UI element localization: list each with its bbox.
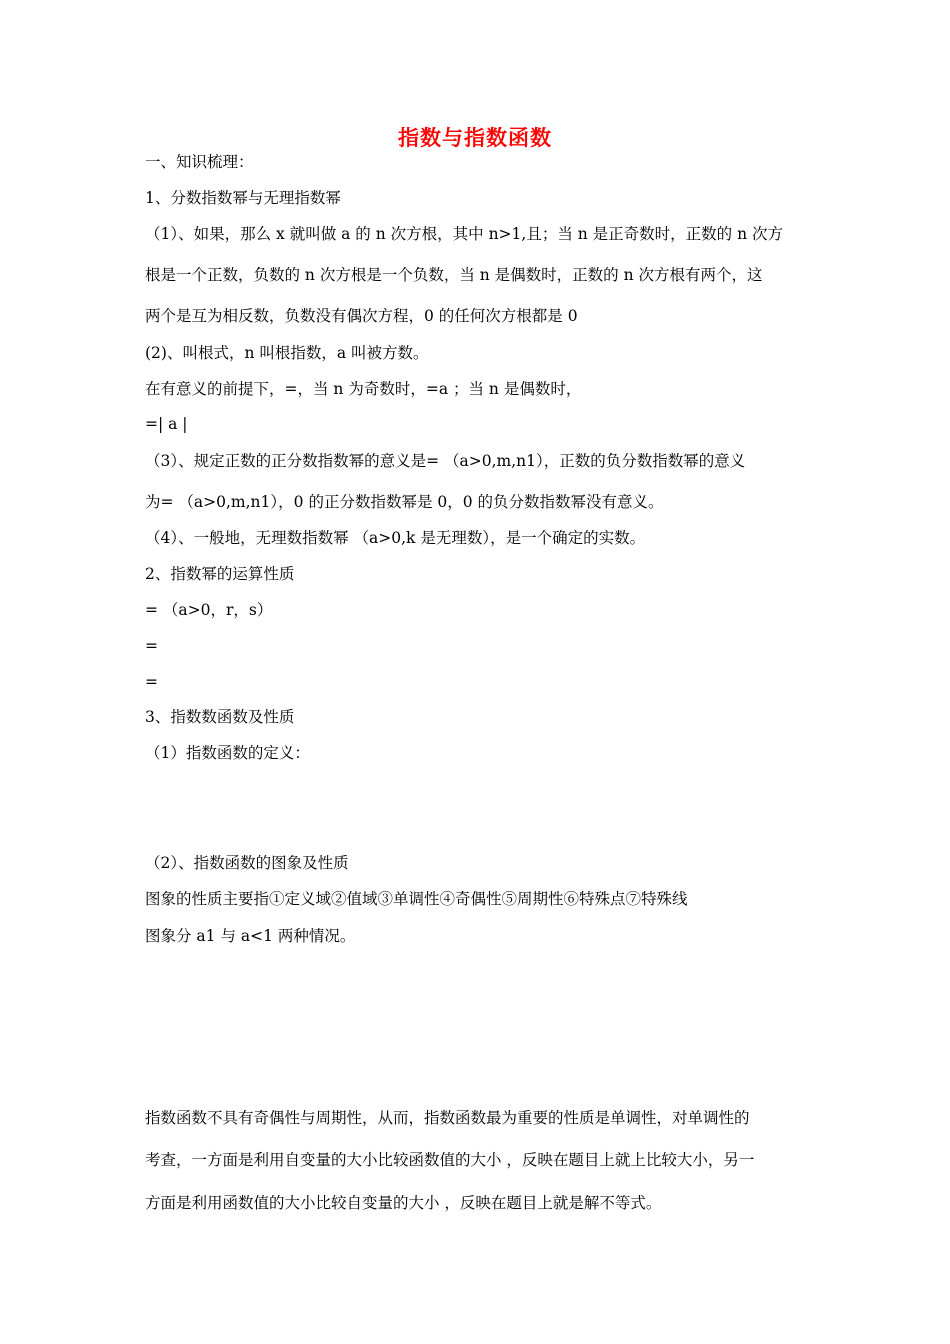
paragraph-line: 图象的性质主要指①定义域②值域③单调性④奇偶性⑤周期性⑥特殊点⑦特殊线 — [145, 890, 688, 908]
formula-line: = — [145, 637, 158, 655]
paragraph-line: 在有意义的前提下，=，当 n 为奇数时，=a ；当 n 是偶数时， — [145, 380, 582, 398]
formula-line: = — [145, 673, 158, 691]
paragraph-line: 方面是利用函数值的大小比较自变量的大小 ，反映在题目上就是解不等式。 — [145, 1194, 662, 1212]
paragraph-line: 考查，一方面是利用自变量的大小比较函数值的大小 ，反映在题目上就上比较大小，另一 — [145, 1151, 755, 1169]
formula-line: = （a>0，r，s） — [145, 601, 273, 619]
paragraph-line: (2)、叫根式，n 叫根指数，a 叫被方数。 — [145, 344, 429, 362]
document-title: 指数与指数函数 — [398, 126, 552, 150]
paragraph-line: （2）、指数函数的图象及性质 — [145, 854, 349, 872]
paragraph-line: 图象分 a1 与 a<1 两种情况。 — [145, 927, 356, 945]
paragraph-line: 根是一个正数，负数的 n 次方根是一个负数，当 n 是偶数时，正数的 n 次方根有两个，这 — [145, 266, 763, 284]
paragraph-line: （3）、规定正数的正分数指数幂的意义是= （a>0,m,n1），正数的负分数指数幂的意义 — [145, 452, 746, 470]
paragraph-line: （1）、如果，那么 x 就叫做 a 的 n 次方根，其中 n>1,且；当 n 是正奇数时，正数的 n 次方 — [145, 225, 783, 243]
formula-line: =| a | — [145, 415, 188, 433]
paragraph-line: 指数函数不具有奇偶性与周期性，从而，指数函数最为重要的性质是单调性，对单调性的 — [145, 1109, 750, 1127]
subsection-heading: 3、指数数函数及性质 — [145, 708, 295, 726]
section-heading: 一、知识梳理： — [145, 153, 254, 171]
subsection-heading: 1、分数指数幂与无理指数幂 — [145, 189, 341, 207]
paragraph-line: 两个是互为相反数，负数没有偶次方程，0 的任何次方根都是 0 — [145, 307, 578, 325]
paragraph-line: （4）、一般地，无理数指数幂 （a>0,k 是无理数），是一个确定的实数。 — [145, 529, 646, 547]
subsection-heading: 2、指数幂的运算性质 — [145, 565, 295, 583]
paragraph-line: （1）指数函数的定义： — [145, 744, 310, 762]
paragraph-line: 为= （a>0,m,n1），0 的正分数指数幂是 0，0 的负分数指数幂没有意义。 — [145, 493, 664, 511]
